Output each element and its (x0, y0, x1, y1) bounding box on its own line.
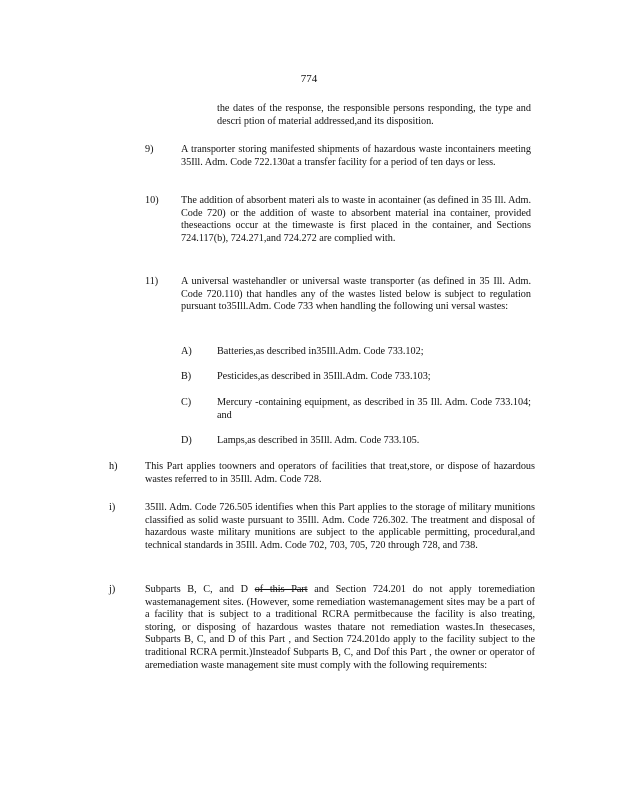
struck-text: of this Part (254, 584, 308, 595)
subitem-text-d: Lamps,as described in 35Ill. Adm. Code 733.105. (217, 435, 420, 446)
item-text-9: A transporter storing manifested shipments of hazardous waste incontainers meeting 35Ill. Adm. Code 722.130at a transfer facility for a period of ten days or less. (181, 144, 531, 168)
item-text-j (145, 584, 535, 672)
continuation-text: the dates of the response, the responsible persons responding, the type and descri ption of material addressed,and its disposition. (217, 103, 531, 127)
item-text-10: The addition of absorbent materi als to waste in acontainer (as defined in 35 Ill. Adm. Code 720) or the addition of waste to absorbent material ina container, provided theseactions occur at the timewaste is first placed in the container, and Sections 724.117(b), 724.271,and 724.272 are complied with. (181, 195, 531, 244)
subitem-label-d: D) (181, 435, 192, 446)
page-number: 774 (300, 73, 318, 85)
item-text-h: This Part applies toowners and operators of facilities that treat,store, or dispose of hazardous wastes referred to in 35Ill. Adm. Code 728. (145, 461, 535, 485)
item-text-j-start: Subparts B, C, and D (145, 584, 249, 595)
item-text-j-rest: and Section 724.201 do not apply toremediation wastemanagement sites. (However, some remediation wastemanagement sites may be a part of a facility that is subject to a traditional RCRA permitbecause the facility is also treating, storing, or disposing of hazardous wastes thatare not remediation wastes.In thesecases, Subparts B, C, and D of this Part , and Section 724.201do apply to the facility subject to the traditional RCRA permit.)Insteadof Subparts B, C, and Dof this Part , the owner or operator of aremediation waste management site must comply with the following requirements: (145, 584, 536, 671)
subitem-text-b: Pesticides,as described in 35Ill.Adm. Code 733.103; (217, 371, 431, 382)
item-label-i: i) (109, 502, 116, 513)
item-text-i: 35Ill. Adm. Code 726.505 identifies when this Part applies to the storage of military munitions classified as solid waste pursuant to 35Ill. Adm. Code 726.302. The treatment and disposal of hazardous waste military munitions are subject to the applicable permitting, procedural,and technical standards in 35Ill. Adm. Code 702, 703, 705, 720 through 728, and 738. (145, 502, 535, 551)
item-label-10: 10) (145, 195, 159, 206)
subitem-label-c: C) (181, 397, 192, 408)
subitem-text-a: Batteries,as described in35Ill.Adm. Code 733.102; (217, 346, 424, 357)
subitem-text-c: Mercury -containing equipment, as described in 35 Ill. Adm. Code 733.104; and (217, 397, 531, 421)
subitem-label-b: B) (181, 371, 192, 382)
subitem-label-a: A) (181, 346, 192, 357)
item-label-9: 9) (145, 144, 154, 155)
item-label-11: 11) (145, 276, 159, 287)
item-label-j: j) (109, 584, 116, 595)
item-label-h: h) (109, 461, 118, 472)
item-text-11: A universal wastehandler or universal waste transporter (as defined in 35 Ill. Adm. Code 720.110) that handles any of the wastes listed below is subject to regulation pursuant to35Ill.Adm. Code 733 when handling the following uni versal wastes: (181, 276, 531, 313)
